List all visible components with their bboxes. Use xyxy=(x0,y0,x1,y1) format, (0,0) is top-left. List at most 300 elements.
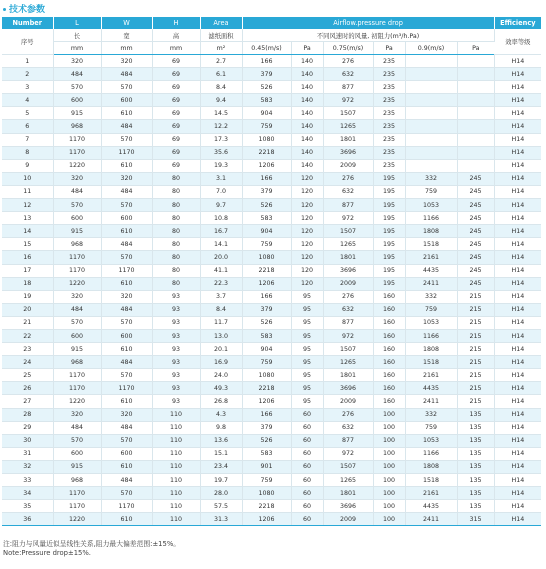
cell-area: 24.0 xyxy=(200,369,242,382)
cell-width: 610 xyxy=(101,159,152,172)
col-pa3-label: Pa xyxy=(457,42,494,55)
cell-area: 26.8 xyxy=(200,395,242,408)
cell-number: 3 xyxy=(2,81,53,94)
cell-pa-075: 235 xyxy=(373,107,405,120)
cell-efficiency: H14 xyxy=(494,316,541,329)
col-airflow-header: Airflow.pressure drop xyxy=(242,17,494,29)
cell-flow-075: 972 xyxy=(323,94,373,107)
cell-number: 15 xyxy=(2,238,53,251)
cell-flow-075: 972 xyxy=(323,329,373,342)
cell-pa-045: 60 xyxy=(291,513,323,526)
cell-area: 35.6 xyxy=(200,146,242,159)
cell-flow-075: 1801 xyxy=(323,487,373,500)
cell-flow-09: 2411 xyxy=(405,277,457,290)
cell-flow-075: 632 xyxy=(323,421,373,434)
cell-length: 1170 xyxy=(53,251,101,264)
cell-pa-075: 235 xyxy=(373,94,405,107)
cell-height: 93 xyxy=(152,329,200,342)
table-row xyxy=(2,159,541,172)
cell-flow-09: 1518 xyxy=(405,474,457,487)
cell-height: 110 xyxy=(152,513,200,526)
cell-pa-075: 100 xyxy=(373,447,405,460)
cell-flow-09: 1053 xyxy=(405,199,457,212)
col-l-unit: mm xyxy=(53,42,101,55)
cell-pa-09: 245 xyxy=(457,238,494,251)
cell-pa-045: 120 xyxy=(291,185,323,198)
cell-length: 968 xyxy=(53,120,101,133)
cell-pa-09: 245 xyxy=(457,277,494,290)
cell-length: 320 xyxy=(53,55,101,68)
cell-pa-075: 235 xyxy=(373,81,405,94)
cell-pa-09: 215 xyxy=(457,303,494,316)
cell-number: 9 xyxy=(2,159,53,172)
table-row xyxy=(2,395,541,408)
cell-flow-075: 877 xyxy=(323,434,373,447)
cell-pa-075: 195 xyxy=(373,185,405,198)
cell-area: 15.1 xyxy=(200,447,242,460)
cell-number: 20 xyxy=(2,303,53,316)
cell-area: 16.7 xyxy=(200,225,242,238)
cell-flow-075: 276 xyxy=(323,408,373,421)
cell-pa-045: 60 xyxy=(291,434,323,447)
cell-pa-09: 245 xyxy=(457,212,494,225)
cell-flow-045: 583 xyxy=(242,212,291,225)
cell-efficiency: H14 xyxy=(494,212,541,225)
cell-efficiency: H14 xyxy=(494,238,541,251)
cell-pa-09 xyxy=(457,159,494,172)
cell-flow-075: 1801 xyxy=(323,251,373,264)
cell-flow-045: 166 xyxy=(242,172,291,185)
cell-flow-045: 166 xyxy=(242,290,291,303)
cell-pa-045: 60 xyxy=(291,460,323,473)
table-row xyxy=(2,81,541,94)
table-row xyxy=(2,133,541,146)
cell-flow-075: 276 xyxy=(323,290,373,303)
cell-efficiency: H14 xyxy=(494,55,541,68)
table-row xyxy=(2,225,541,238)
cell-pa-045: 60 xyxy=(291,421,323,434)
cell-area: 23.4 xyxy=(200,460,242,473)
cell-height: 93 xyxy=(152,395,200,408)
cell-number: 21 xyxy=(2,316,53,329)
cell-length: 600 xyxy=(53,212,101,225)
cell-width: 610 xyxy=(101,343,152,356)
cell-width: 320 xyxy=(101,290,152,303)
cell-area: 9.8 xyxy=(200,421,242,434)
cell-area: 11.7 xyxy=(200,316,242,329)
cell-length: 484 xyxy=(53,421,101,434)
cell-pa-045: 140 xyxy=(291,133,323,146)
cell-width: 484 xyxy=(101,474,152,487)
note-en: Note:Pressure drop±15%. xyxy=(3,549,91,557)
cell-area: 14.5 xyxy=(200,107,242,120)
cell-number: 12 xyxy=(2,199,53,212)
cell-pa-09 xyxy=(457,68,494,81)
cell-flow-09 xyxy=(405,146,457,159)
cell-flow-09: 1808 xyxy=(405,225,457,238)
cell-efficiency: H14 xyxy=(494,277,541,290)
cell-flow-09: 1166 xyxy=(405,329,457,342)
spec-table-body xyxy=(2,55,541,526)
cell-flow-09 xyxy=(405,120,457,133)
cell-number: 28 xyxy=(2,408,53,421)
cell-area: 20.0 xyxy=(200,251,242,264)
cell-height: 80 xyxy=(152,199,200,212)
cell-width: 600 xyxy=(101,329,152,342)
cell-width: 1170 xyxy=(101,146,152,159)
cell-pa-075: 195 xyxy=(373,225,405,238)
cell-flow-09: 332 xyxy=(405,172,457,185)
cell-pa-09: 245 xyxy=(457,251,494,264)
cell-height: 93 xyxy=(152,382,200,395)
cell-flow-045: 526 xyxy=(242,316,291,329)
cell-width: 600 xyxy=(101,447,152,460)
cell-pa-045: 140 xyxy=(291,159,323,172)
col-h-unit: mm xyxy=(152,42,200,55)
cell-length: 968 xyxy=(53,356,101,369)
section-title-text: 技术参数 xyxy=(9,5,46,15)
cell-length: 600 xyxy=(53,447,101,460)
cell-pa-09: 215 xyxy=(457,369,494,382)
cell-pa-09: 245 xyxy=(457,185,494,198)
cell-height: 110 xyxy=(152,408,200,421)
cell-number: 27 xyxy=(2,395,53,408)
cell-flow-045: 759 xyxy=(242,474,291,487)
cell-efficiency: H14 xyxy=(494,395,541,408)
cell-width: 610 xyxy=(101,460,152,473)
cell-pa-045: 60 xyxy=(291,447,323,460)
header-row-en xyxy=(2,17,541,29)
cell-height: 69 xyxy=(152,107,200,120)
col-l-header: L xyxy=(53,17,101,29)
cell-number: 24 xyxy=(2,356,53,369)
cell-width: 610 xyxy=(101,107,152,120)
cell-flow-075: 1801 xyxy=(323,369,373,382)
cell-number: 4 xyxy=(2,94,53,107)
cell-pa-075: 160 xyxy=(373,395,405,408)
cell-length: 320 xyxy=(53,408,101,421)
cell-area: 20.1 xyxy=(200,343,242,356)
cell-height: 80 xyxy=(152,251,200,264)
cell-flow-09: 2161 xyxy=(405,251,457,264)
cell-length: 1170 xyxy=(53,264,101,277)
cell-height: 93 xyxy=(152,343,200,356)
cell-efficiency: H14 xyxy=(494,68,541,81)
cell-flow-075: 972 xyxy=(323,212,373,225)
cell-area: 8.4 xyxy=(200,81,242,94)
cell-flow-075: 2009 xyxy=(323,395,373,408)
cell-pa-09: 135 xyxy=(457,408,494,421)
cell-flow-075: 2009 xyxy=(323,159,373,172)
table-row xyxy=(2,382,541,395)
cell-width: 570 xyxy=(101,199,152,212)
cell-pa-045: 95 xyxy=(291,382,323,395)
col-w-cn: 宽 xyxy=(101,29,152,42)
cell-area: 12.2 xyxy=(200,120,242,133)
cell-efficiency: H14 xyxy=(494,107,541,120)
cell-flow-045: 526 xyxy=(242,434,291,447)
col-number-header: Number xyxy=(2,17,53,29)
table-row xyxy=(2,500,541,513)
cell-height: 110 xyxy=(152,500,200,513)
table-row xyxy=(2,487,541,500)
cell-flow-045: 583 xyxy=(242,329,291,342)
cell-pa-09 xyxy=(457,133,494,146)
cell-efficiency: H14 xyxy=(494,460,541,473)
cell-pa-075: 160 xyxy=(373,316,405,329)
cell-pa-09: 215 xyxy=(457,395,494,408)
table-row xyxy=(2,343,541,356)
col-v3-label: 0.9(m/s) xyxy=(405,42,457,55)
col-airflow-cn: 不同风速时的风量, 初阻力(m³/h.Pa) xyxy=(242,29,494,42)
cell-flow-09 xyxy=(405,81,457,94)
cell-pa-045: 140 xyxy=(291,107,323,120)
cell-pa-09: 215 xyxy=(457,329,494,342)
cell-pa-09: 135 xyxy=(457,434,494,447)
cell-flow-075: 632 xyxy=(323,303,373,316)
cell-flow-075: 1265 xyxy=(323,474,373,487)
cell-flow-09: 4435 xyxy=(405,264,457,277)
cell-area: 19.7 xyxy=(200,474,242,487)
cell-pa-09: 135 xyxy=(457,447,494,460)
cell-pa-075: 100 xyxy=(373,513,405,526)
cell-height: 110 xyxy=(152,487,200,500)
cell-number: 7 xyxy=(2,133,53,146)
cell-area: 19.3 xyxy=(200,159,242,172)
cell-flow-045: 901 xyxy=(242,460,291,473)
cell-area: 17.3 xyxy=(200,133,242,146)
cell-flow-045: 1206 xyxy=(242,159,291,172)
cell-flow-075: 1265 xyxy=(323,238,373,251)
cell-efficiency: H14 xyxy=(494,172,541,185)
cell-length: 1220 xyxy=(53,159,101,172)
cell-pa-09 xyxy=(457,107,494,120)
cell-pa-075: 235 xyxy=(373,159,405,172)
cell-area: 3.7 xyxy=(200,290,242,303)
cell-height: 93 xyxy=(152,316,200,329)
cell-flow-075: 1265 xyxy=(323,120,373,133)
cell-pa-09 xyxy=(457,120,494,133)
cell-flow-075: 2009 xyxy=(323,513,373,526)
cell-efficiency: H14 xyxy=(494,382,541,395)
cell-area: 13.0 xyxy=(200,329,242,342)
cell-flow-075: 877 xyxy=(323,81,373,94)
cell-flow-075: 2009 xyxy=(323,277,373,290)
col-v2-label: 0.75(m/s) xyxy=(323,42,373,55)
cell-pa-075: 160 xyxy=(373,329,405,342)
cell-length: 968 xyxy=(53,474,101,487)
cell-area: 28.0 xyxy=(200,487,242,500)
table-row xyxy=(2,513,541,526)
cell-pa-075: 160 xyxy=(373,382,405,395)
cell-pa-045: 95 xyxy=(291,395,323,408)
cell-height: 80 xyxy=(152,212,200,225)
cell-number: 23 xyxy=(2,343,53,356)
cell-width: 484 xyxy=(101,68,152,81)
cell-width: 610 xyxy=(101,395,152,408)
table-row xyxy=(2,460,541,473)
cell-pa-09: 215 xyxy=(457,382,494,395)
cell-efficiency: H14 xyxy=(494,513,541,526)
cell-pa-045: 60 xyxy=(291,500,323,513)
cell-length: 915 xyxy=(53,225,101,238)
table-row xyxy=(2,264,541,277)
cell-number: 1 xyxy=(2,55,53,68)
cell-pa-045: 140 xyxy=(291,120,323,133)
cell-width: 1170 xyxy=(101,382,152,395)
cell-pa-09: 315 xyxy=(457,513,494,526)
cell-number: 26 xyxy=(2,382,53,395)
cell-flow-045: 583 xyxy=(242,447,291,460)
table-row xyxy=(2,421,541,434)
cell-area: 4.3 xyxy=(200,408,242,421)
cell-flow-075: 1507 xyxy=(323,225,373,238)
cell-pa-075: 235 xyxy=(373,55,405,68)
cell-flow-075: 276 xyxy=(323,172,373,185)
cell-pa-045: 120 xyxy=(291,172,323,185)
cell-flow-045: 1080 xyxy=(242,251,291,264)
cell-flow-045: 379 xyxy=(242,68,291,81)
cell-height: 93 xyxy=(152,356,200,369)
table-row xyxy=(2,316,541,329)
cell-number: 31 xyxy=(2,447,53,460)
table-row xyxy=(2,369,541,382)
cell-pa-075: 100 xyxy=(373,474,405,487)
cell-area: 41.1 xyxy=(200,264,242,277)
cell-pa-075: 160 xyxy=(373,356,405,369)
cell-flow-09: 332 xyxy=(405,290,457,303)
col-l-cn: 长 xyxy=(53,29,101,42)
cell-pa-09: 245 xyxy=(457,172,494,185)
cell-efficiency: H14 xyxy=(494,356,541,369)
cell-pa-075: 195 xyxy=(373,172,405,185)
cell-flow-045: 526 xyxy=(242,81,291,94)
cell-height: 69 xyxy=(152,55,200,68)
cell-flow-045: 583 xyxy=(242,94,291,107)
cell-efficiency: H14 xyxy=(494,343,541,356)
cell-flow-09: 759 xyxy=(405,421,457,434)
cell-number: 32 xyxy=(2,460,53,473)
cell-length: 915 xyxy=(53,107,101,120)
cell-width: 570 xyxy=(101,434,152,447)
cell-efficiency: H14 xyxy=(494,81,541,94)
cell-width: 320 xyxy=(101,408,152,421)
cell-flow-09: 1166 xyxy=(405,212,457,225)
table-row xyxy=(2,94,541,107)
cell-number: 16 xyxy=(2,251,53,264)
cell-area: 31.3 xyxy=(200,513,242,526)
cell-height: 110 xyxy=(152,447,200,460)
cell-pa-075: 100 xyxy=(373,408,405,421)
cell-pa-045: 120 xyxy=(291,199,323,212)
cell-pa-075: 160 xyxy=(373,369,405,382)
cell-number: 11 xyxy=(2,185,53,198)
cell-width: 610 xyxy=(101,513,152,526)
cell-length: 1220 xyxy=(53,395,101,408)
cell-flow-045: 1206 xyxy=(242,277,291,290)
cell-number: 25 xyxy=(2,369,53,382)
cell-flow-045: 1080 xyxy=(242,487,291,500)
cell-efficiency: H14 xyxy=(494,251,541,264)
cell-height: 69 xyxy=(152,159,200,172)
cell-height: 110 xyxy=(152,474,200,487)
table-row xyxy=(2,474,541,487)
cell-length: 600 xyxy=(53,329,101,342)
col-pa1-label: Pa xyxy=(291,42,323,55)
cell-flow-09: 1166 xyxy=(405,447,457,460)
cell-height: 80 xyxy=(152,225,200,238)
cell-number: 29 xyxy=(2,421,53,434)
table-row xyxy=(2,199,541,212)
cell-area: 57.5 xyxy=(200,500,242,513)
table-row xyxy=(2,107,541,120)
cell-height: 80 xyxy=(152,238,200,251)
cell-flow-045: 1080 xyxy=(242,133,291,146)
cell-flow-09: 4435 xyxy=(405,500,457,513)
cell-flow-045: 379 xyxy=(242,303,291,316)
cell-efficiency: H14 xyxy=(494,120,541,133)
cell-number: 13 xyxy=(2,212,53,225)
cell-pa-075: 235 xyxy=(373,133,405,146)
cell-number: 5 xyxy=(2,107,53,120)
cell-flow-075: 1507 xyxy=(323,107,373,120)
cell-flow-09 xyxy=(405,107,457,120)
table-row xyxy=(2,55,541,68)
cell-area: 7.0 xyxy=(200,185,242,198)
cell-flow-045: 1080 xyxy=(242,369,291,382)
cell-height: 69 xyxy=(152,146,200,159)
cell-pa-075: 195 xyxy=(373,238,405,251)
cell-pa-045: 120 xyxy=(291,277,323,290)
cell-efficiency: H14 xyxy=(494,264,541,277)
cell-efficiency: H14 xyxy=(494,225,541,238)
cell-pa-09: 215 xyxy=(457,316,494,329)
cell-pa-045: 95 xyxy=(291,303,323,316)
cell-flow-09: 1808 xyxy=(405,460,457,473)
cell-length: 1220 xyxy=(53,277,101,290)
cell-height: 93 xyxy=(152,290,200,303)
cell-flow-075: 632 xyxy=(323,68,373,81)
cell-pa-09: 135 xyxy=(457,474,494,487)
cell-length: 320 xyxy=(53,290,101,303)
cell-width: 570 xyxy=(101,133,152,146)
cell-efficiency: H14 xyxy=(494,500,541,513)
cell-flow-09 xyxy=(405,94,457,107)
cell-length: 968 xyxy=(53,238,101,251)
cell-pa-045: 140 xyxy=(291,81,323,94)
cell-area: 3.1 xyxy=(200,172,242,185)
cell-number: 8 xyxy=(2,146,53,159)
section-title xyxy=(3,2,45,15)
cell-pa-075: 100 xyxy=(373,487,405,500)
cell-pa-045: 60 xyxy=(291,474,323,487)
cell-flow-045: 526 xyxy=(242,199,291,212)
cell-pa-075: 195 xyxy=(373,277,405,290)
cell-pa-075: 100 xyxy=(373,500,405,513)
cell-pa-075: 160 xyxy=(373,303,405,316)
cell-height: 80 xyxy=(152,185,200,198)
cell-pa-045: 120 xyxy=(291,264,323,277)
cell-pa-045: 60 xyxy=(291,408,323,421)
cell-width: 484 xyxy=(101,238,152,251)
cell-width: 484 xyxy=(101,120,152,133)
cell-flow-075: 1507 xyxy=(323,460,373,473)
cell-flow-045: 1206 xyxy=(242,395,291,408)
cell-length: 1170 xyxy=(53,133,101,146)
cell-pa-045: 140 xyxy=(291,94,323,107)
cell-pa-045: 95 xyxy=(291,343,323,356)
note-cn: 注:阻力与风量近似呈线性关系,阻力最大偏差范围:±15%。 xyxy=(3,540,181,548)
